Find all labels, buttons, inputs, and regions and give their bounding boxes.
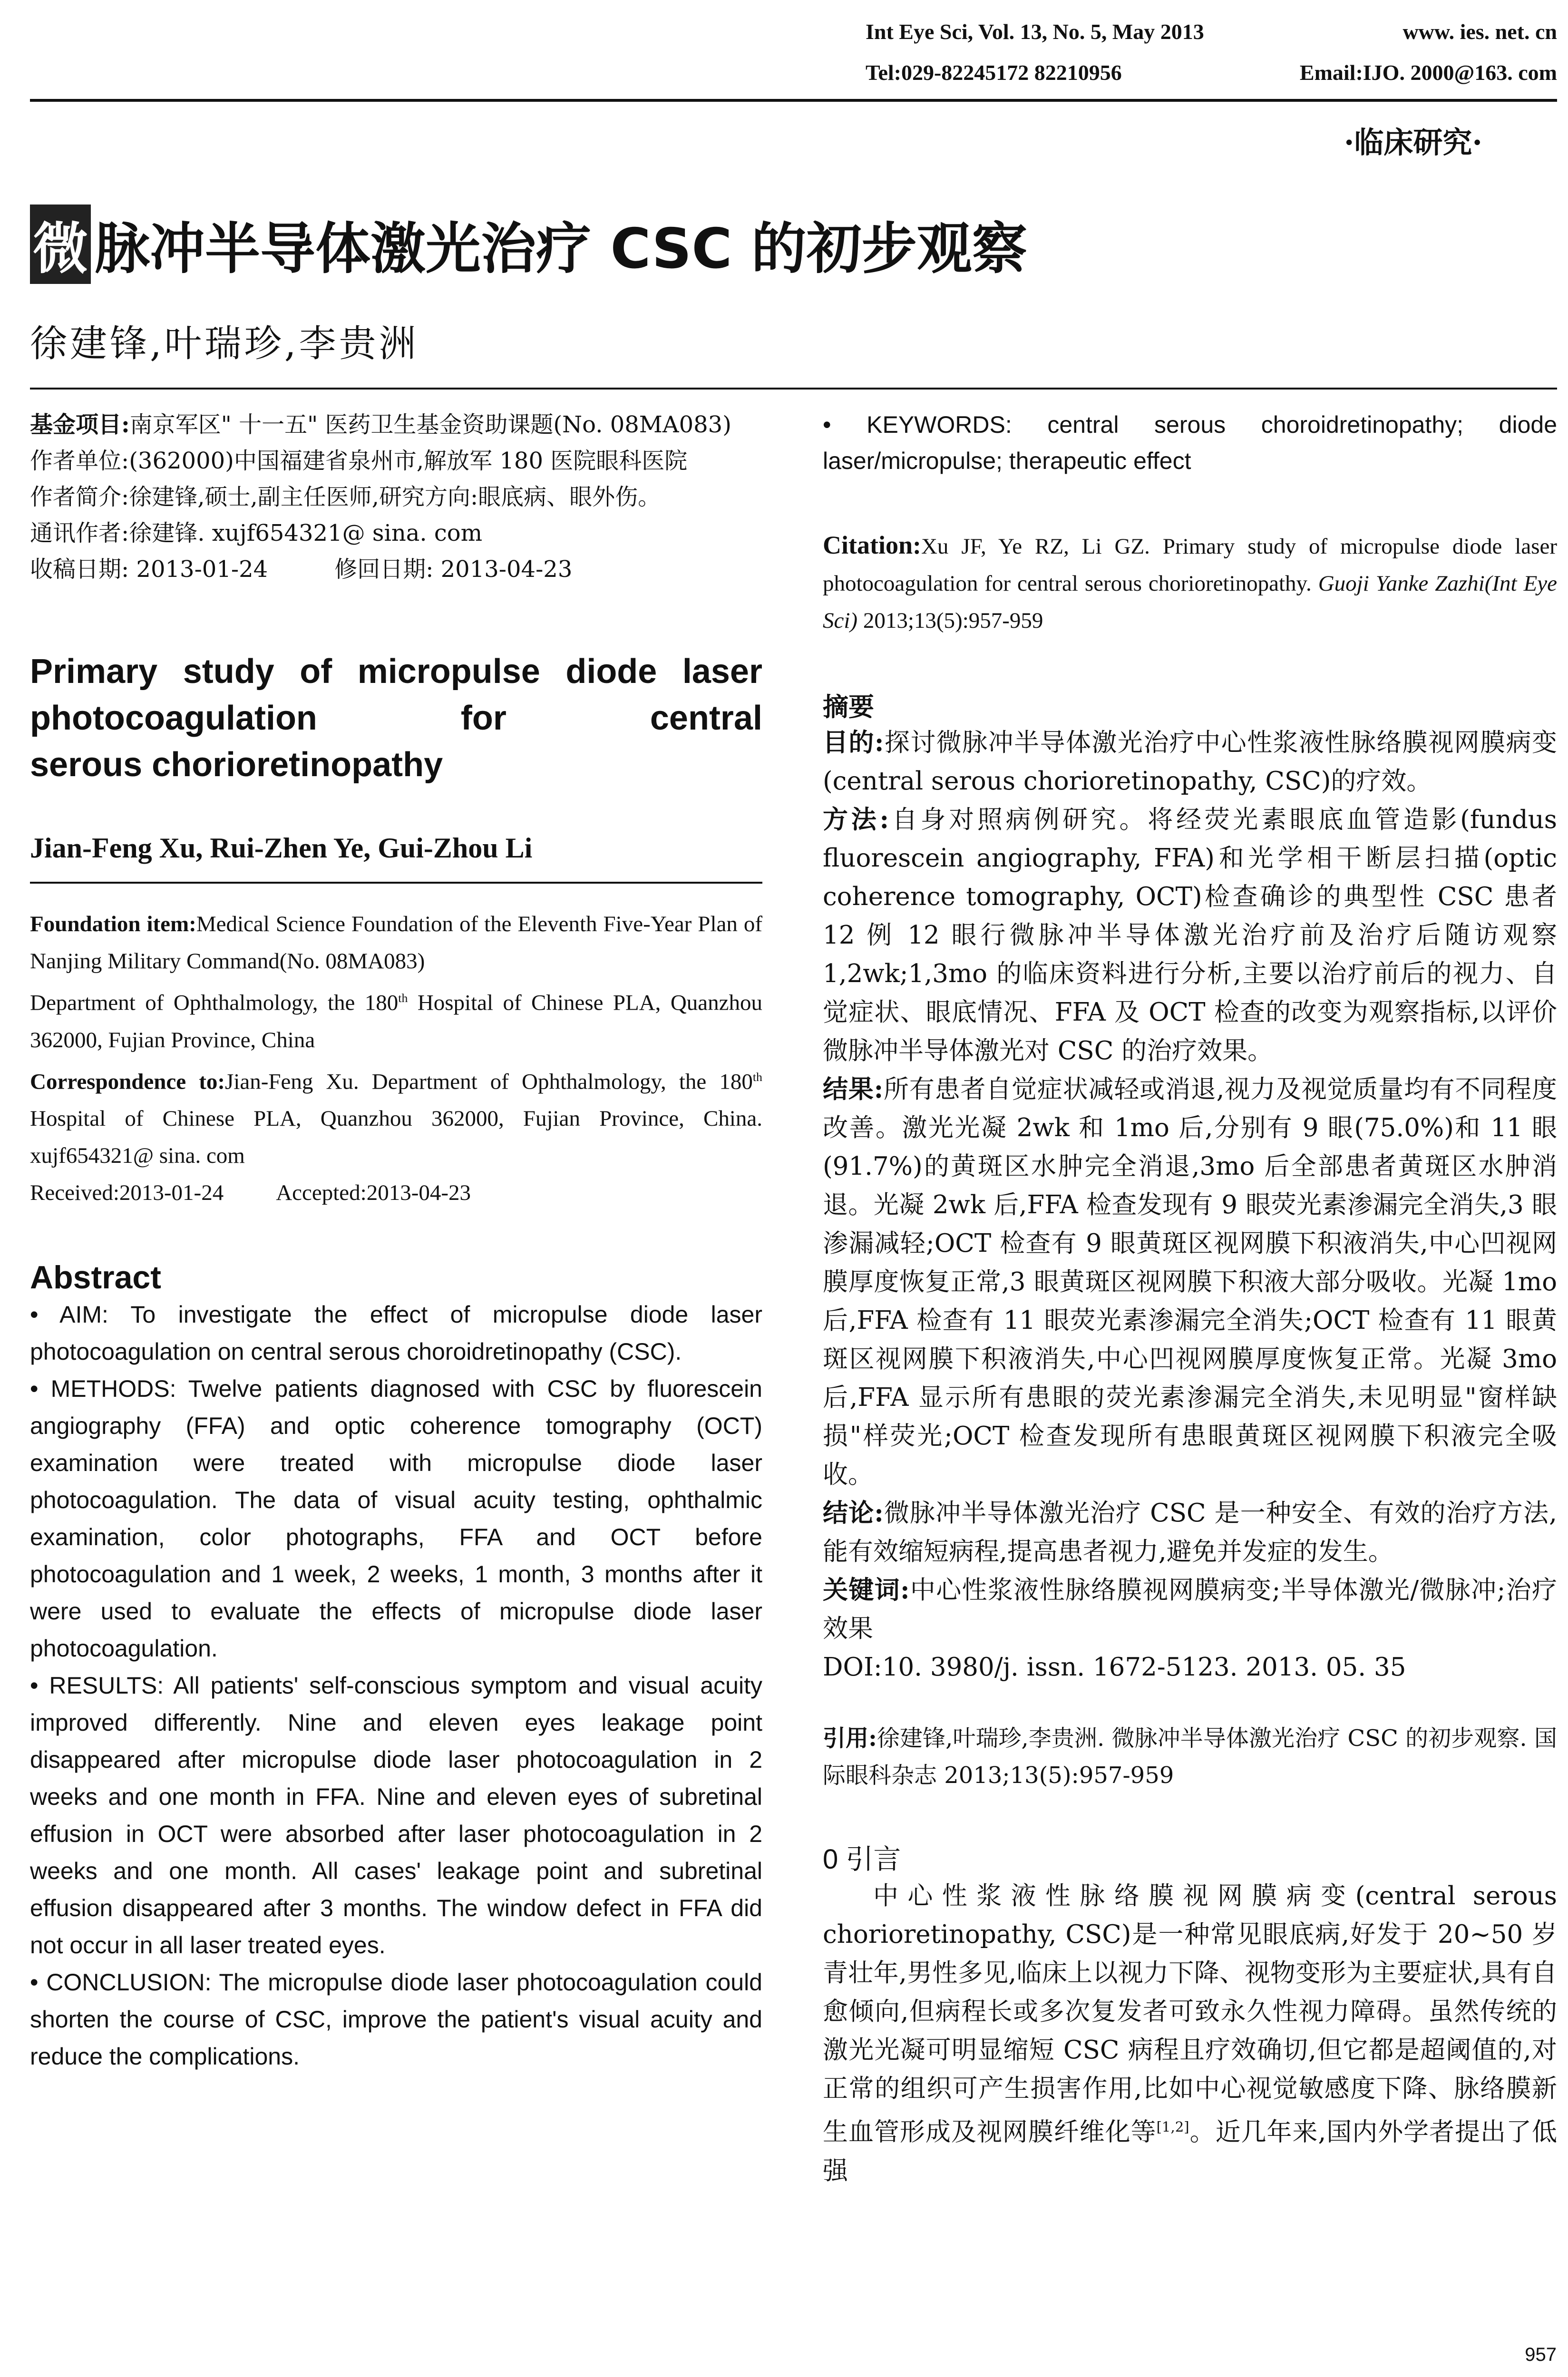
aim-cn-label: 目的: — [823, 728, 884, 757]
bio-label: 作者简介: — [30, 484, 129, 510]
abstract-cn-heading: 摘要 — [823, 692, 874, 722]
conclusion-cn-text: 微脉冲半导体激光治疗 CSC 是一种安全、有效的治疗方法,能有效缩短病程,提高患者视力,避免并发症的发生。 — [823, 1499, 1557, 1566]
intro-body — [823, 1877, 1557, 2190]
revised-cn: 修回日期: 2013-04-23 — [334, 556, 573, 583]
english-title-line2: serous chorioretinopathy — [30, 746, 443, 784]
unit-text: (362000)中国福建省泉州市,解放军 180 医院眼科医院 — [129, 448, 688, 474]
intro-heading: 0 引言 — [823, 1844, 901, 1875]
article-title — [30, 205, 1027, 284]
journal-email[interactable]: Email:IJO. 2000@163. com — [1299, 60, 1557, 85]
en-meta — [30, 906, 762, 1211]
corr-en-a: Jian-Feng Xu. Department of Ophthalmology, the 180 — [225, 1069, 753, 1094]
journal-header — [866, 19, 1557, 44]
authors-rule — [30, 882, 762, 884]
accepted-en: Accepted:2013-04-23 — [276, 1180, 471, 1206]
journal-tel: Tel:029-82245172 82210956 — [866, 60, 1122, 85]
page-number: 957 — [1525, 2344, 1557, 2365]
citation-en — [823, 526, 1557, 639]
keywords-en: • KEYWORDS: central serous choroidretinopathy; diode laser/micropulse; therapeutic effect — [823, 411, 1557, 474]
corr-en-label: Correspondence to: — [30, 1069, 225, 1094]
keywords-cn-label: 关键词: — [823, 1575, 910, 1605]
intro-text-b: 。近几年来,国内外学者提出了低强 — [823, 2117, 1557, 2185]
abstract-methods: • METHODS: Twelve patients diagnosed with CSC by fluorescein angiography (FFA) and optic coherence tomography (OCT) examination were treated with micropulse diode laser photocoagulation. The data of visual acuity testing, ophthalmic examination, color photographs, FFA and OCT before photocoagulation and 1 week, 2 weeks, 1 month, 3 months after it were used to evaluate the effects of micropulse diode laser photocoagulation. — [30, 1375, 762, 1662]
abstract-heading: Abstract — [30, 1259, 161, 1296]
corr-en-b: Hospital of Chinese PLA, Quanzhou 362000, Fujian Province, China. xujf654321@ sina. com — [30, 1106, 762, 1169]
citation-cn — [823, 1720, 1557, 1794]
dept-en-a: Department of Ophthalmology, the 180 — [30, 990, 399, 1015]
journal-line: Int Eye Sci, Vol. 13, No. 5, May 2013 — [866, 19, 1204, 44]
doi[interactable]: DOI:10. 3980/j. issn. 1672-5123. 2013. 05. 35 — [823, 1653, 1406, 1682]
header-rule — [30, 99, 1557, 102]
abstract-en — [30, 1296, 762, 2075]
citation-en-journal: Guoji Yanke Zazhi(Int Eye Sci) — [823, 571, 1557, 633]
title-rule — [30, 388, 1557, 390]
corr-en-sup: th — [752, 1070, 762, 1084]
abstract-cn — [823, 723, 1557, 1686]
citation-cn-label: 引用: — [823, 1725, 877, 1752]
abstract-results: • RESULTS: All patients' self-conscious symptom and visual acuity improved differently. Nine and eleven eyes leakage point disappeared after micropulse diode laser photocoagulation in 2 weeks and one month in FFA. Nine and eleven eyes of subretinal effusion in OCT were absorbed after laser photocoagulation in 2 weeks and one month. All cases' leakage point and subretinal effusion disappeared after 3 months. The window defect in FFA did not occur in all laser treated eyes. — [30, 1672, 762, 1959]
foundation-label: 基金项目: — [30, 411, 130, 438]
dept-en-sup: th — [398, 991, 408, 1005]
abstract-aim: • AIM: To investigate the effect of micropulse diode laser photocoagulation on central serous choroidretinopathy (CSC). — [30, 1301, 762, 1365]
authors-en: Jian-Feng Xu, Rui-Zhen Ye, Gui-Zhou Li — [30, 832, 533, 864]
right-column — [823, 407, 1557, 2190]
foundation-text: 南京军区" 十一五" 医药卫生基金资助课题(No. 08MA083) — [129, 411, 731, 438]
left-column — [30, 407, 762, 2075]
methods-cn-text: 自身对照病例研究。将经荧光素眼底血管造影(fundus fluorescein angiography, FFA)和光学相干断层扫描(optic coherence tomography, OCT)检查确诊的典型性 CSC 患者 12 例 12 眼行微脉冲半导体激光治疗前及治疗后随访观察 1,2wk;1,3mo 的临床资料进行分析,主要以治疗前后的视力、自觉症状、眼底情况、FFA 及 OCT 检查的改变为观察指标,以评价微脉冲半导体激光对 CSC 的治疗效果。 — [823, 805, 1557, 1065]
section-label: ·临床研究· — [1344, 125, 1482, 160]
english-title — [30, 648, 762, 788]
corr-label: 通讯作者: — [30, 520, 129, 546]
received-en: Received:2013-01-24 — [30, 1180, 224, 1206]
conclusion-cn-label: 结论: — [823, 1498, 884, 1528]
intro-ref[interactable]: [1,2] — [1156, 2119, 1189, 2135]
results-cn-text: 所有患者自觉症状减轻或消退,视力及视觉质量均有不同程度改善。激光光凝 2wk 和 1mo 后,分别有 9 眼(75.0%)和 11 眼(91.7%)的黄斑区水肿完全消退,3mo 后全部患者黄斑区水肿消退。光凝 2wk 后,FFA 检查发现有 9 眼荧光素渗漏完全消失,3 眼渗漏减轻;OCT 检查有 9 眼黄斑区视网膜下积液消失,中心凹视网膜厚度恢复正常,3 眼黄斑区视网膜下积液大部分吸收。光凝 1mo 后,FFA 检查有 11 眼荧光素渗漏完全消失;OCT 检查有 11 眼黄斑区视网膜下积液消失,中心凹视网膜厚度恢复正常。光凝 3mo 后,FFA 显示所有患眼的荧光素渗漏完全消失,未见明显"窗样缺损"样荧光;OCT 检查发现所有患眼黄斑区视网膜下积液完全吸收。 — [823, 1075, 1557, 1489]
dept-en-b: Hospital of Chinese PLA, Quanzhou 362000, Fujian Province, China — [30, 990, 762, 1052]
abstract-conclusion: • CONCLUSION: The micropulse diode laser photocoagulation could shorten the course of CSC, improve the patient's visual acuity and reduce the complications. — [30, 1969, 762, 2070]
results-cn-label: 结果: — [823, 1074, 884, 1104]
journal-contact — [866, 60, 1557, 85]
corr-text: 徐建锋. xujf654321@ sina. com — [129, 520, 483, 546]
title-rest: 脉冲半导体激光治疗 CSC 的初步观察 — [95, 217, 1027, 281]
foundation-en-text: Medical Science Foundation of the Eleventh Five-Year Plan of Nanjing Military Command(No. 08MA083) — [30, 912, 762, 974]
title-first-char: 微 — [30, 205, 91, 284]
citation-en-tail: 2013;13(5):957-959 — [857, 608, 1043, 633]
citation-en-label: Citation: — [823, 531, 921, 559]
bio-text: 徐建锋,硕士,副主任医师,研究方向:眼底病、眼外伤。 — [129, 484, 661, 510]
english-title-line1: Primary study of micropulse diode laser photocoagulation for central — [30, 653, 762, 737]
aim-cn-text: 探讨微脉冲半导体激光治疗中心性浆液性脉络膜视网膜病变(central serous chorioretinopathy, CSC)的疗效。 — [823, 728, 1557, 796]
keywords-cn-text: 中心性浆液性脉络膜视网膜病变;半导体激光/微脉冲;治疗效果 — [823, 1576, 1557, 1643]
foundation-en-label: Foundation item: — [30, 912, 196, 936]
journal-website[interactable]: www. ies. net. cn — [1402, 19, 1557, 44]
citation-cn-text: 徐建锋,叶瑞珍,李贵洲. 微脉冲半导体激光治疗 CSC 的初步观察. 国际眼科杂志 2013;13(5):957-959 — [823, 1725, 1557, 1789]
intro-text-a: 中心性浆液性脉络膜视网膜病变(central serous chorioretinopathy, CSC)是一种常见眼底病,好发于 20~50 岁青壮年,男性多见,临床上以视力下降、视物变形为主要症状,具有自愈倾向,但病程长或多次复发者可致永久性视力障碍。虽然传统的激光光凝可明显缩短 CSC 病程且疗效确切,但它都是超阈值的,对正常的组织可产生损害作用,比如中心视觉敏感度下降、脉络膜新生血管形成及视网膜纤维化等 — [823, 1881, 1557, 2147]
authors-cn: 徐建锋,叶瑞珍,李贵洲 — [30, 322, 419, 365]
methods-cn-label: 方法: — [823, 805, 889, 834]
received-cn: 收稿日期: 2013-01-24 — [30, 556, 268, 583]
citation-en-text: Xu JF, Ye RZ, Li GZ. Primary study of micropulse diode laser photocoagulation for central serous chorioretinopathy. — [823, 534, 1557, 596]
cn-meta — [30, 407, 762, 587]
unit-label: 作者单位: — [30, 448, 129, 474]
